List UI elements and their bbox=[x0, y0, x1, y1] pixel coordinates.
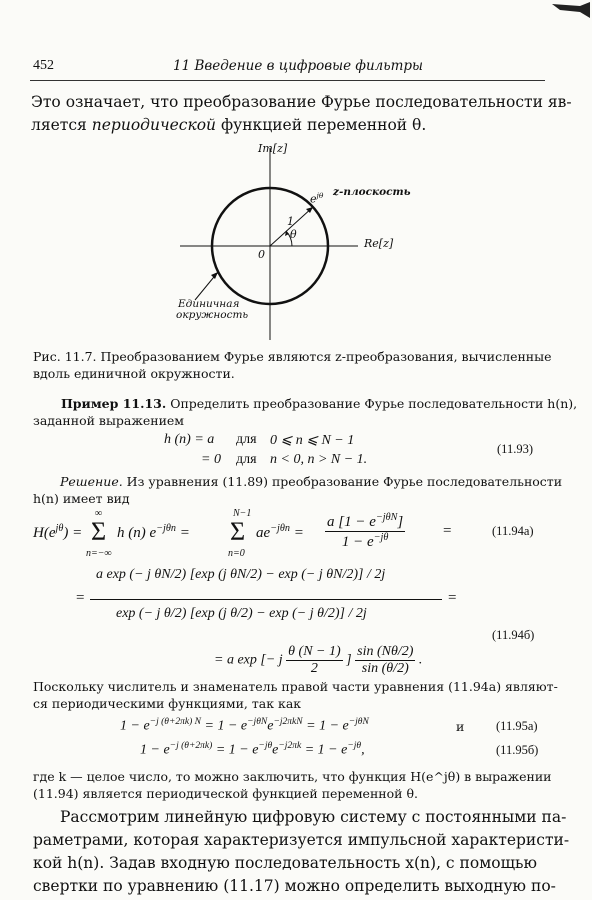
equation-11-95a: $1 - e^{-j (\theta+2\pi k) N} = 1 - e^{-j\theta N}e^{-j2\pi kN} = 1 - e^{-j\theta N}$ bbox=[120, 717, 369, 734]
circle-label-2: окружность bbox=[176, 309, 249, 321]
intro-line-1: Это означает, что преобразование Фурье последовательности яв- bbox=[31, 93, 572, 111]
closing-line-2: раметрами, которая характеризуется импульсной характеристи- bbox=[33, 831, 570, 849]
circle-label-1: Единичная bbox=[178, 298, 240, 310]
header-rule bbox=[30, 80, 545, 81]
equation-11-95b: $1 - e^{-j (\theta+2\pi k)} = 1 - e^{-j\theta}e^{-j2\pi k} = 1 - e^{-j\theta}$, bbox=[140, 741, 365, 758]
condition-1-lhs: h (n) = a bbox=[164, 432, 215, 447]
eq-number-11-95b: (11.95б) bbox=[496, 743, 539, 757]
equation-11-94b-denominator: exp (− j θ/2) [exp (j θ/2) − exp (− j θ/2)] / 2j bbox=[116, 606, 367, 621]
condition-1-for: для bbox=[236, 432, 257, 447]
figure-caption-line-1: Рис. 11.7. Преобразованием Фурье являются z-преобразования, вычисленные bbox=[33, 349, 552, 364]
where-line-2: (11.94) является периодической функцией переменной θ. bbox=[33, 786, 418, 801]
eq-number-11-93: (11.93) bbox=[497, 442, 533, 456]
closing-line-3: кой h(n). Задав входную последовательность x(n), с помощью bbox=[33, 854, 537, 872]
imag-axis-label: Im[z] bbox=[258, 142, 288, 155]
radius-label: 1 bbox=[287, 215, 294, 228]
solution-line-2: h(n) имеет вид bbox=[33, 491, 130, 506]
theta-label: θ bbox=[290, 228, 297, 241]
intro-line-2: ляется периодической функцией переменной θ. bbox=[31, 116, 427, 134]
solution-line-1: Решение. Из уравнения (11.89) преобразование Фурье последовательности bbox=[60, 474, 563, 489]
eq-number-11-95a: (11.95а) bbox=[496, 719, 538, 733]
figure-caption-line-2: вдоль единичной окружности. bbox=[33, 366, 235, 381]
eq-number-11-94b: (11.94б) bbox=[492, 628, 535, 642]
origin-label: 0 bbox=[258, 248, 265, 261]
middle-line-2: ся периодическими функциями, так как bbox=[33, 696, 302, 711]
condition-2-range: n < 0, n > N − 1. bbox=[270, 452, 368, 467]
real-axis-label: Re[z] bbox=[364, 237, 394, 250]
equation-11-94b-numerator: a exp (− j θN/2) [exp (j θN/2) − exp (− j θN/2)] / 2j bbox=[96, 567, 386, 582]
equation-11-94b-lead: = bbox=[76, 590, 85, 606]
condition-2-for: для bbox=[236, 452, 257, 467]
eq-number-11-94a: (11.94а) bbox=[492, 524, 534, 538]
condition-2-lhs: = 0 bbox=[201, 452, 221, 467]
where-line-1: где k — целое число, то можно заключить, что функция H(e^jθ) в выражении bbox=[33, 769, 552, 784]
equation-11-94b-trail: = bbox=[448, 590, 457, 606]
example-line-1: Пример 11.13. Определить преобразование Фурье последовательности h(n), bbox=[61, 396, 578, 411]
equation-11-94b-bar bbox=[90, 599, 442, 600]
middle-line-1: Поскольку числитель и знаменатель правой части уравнения (11.94а) являют- bbox=[33, 679, 558, 694]
closing-line-1: Рассмотрим линейную цифровую систему с постоянными па- bbox=[60, 808, 567, 826]
equation-11-94b-result: = a exp [− j $\frac{\theta (N - 1)}{2}$ ] $\frac{\sin (N\theta/2)}{\sin (\theta/2)}$ . bbox=[214, 644, 423, 676]
point-label: $e^{j\theta}$ bbox=[310, 191, 324, 206]
example-line-2: заданной выражением bbox=[33, 413, 185, 428]
page-number: 452 bbox=[33, 58, 54, 73]
running-title: 11 Введение в цифровые фильтры bbox=[173, 58, 424, 74]
plane-label: z-плоскость bbox=[333, 186, 411, 198]
condition-1-range: 0 ⩽ n ⩽ N − 1 bbox=[270, 433, 355, 448]
and-word: и bbox=[456, 719, 465, 734]
closing-line-4: свертки по уравнению (11.17) можно определить выходную по- bbox=[33, 877, 556, 895]
corner-mark bbox=[550, 0, 592, 20]
